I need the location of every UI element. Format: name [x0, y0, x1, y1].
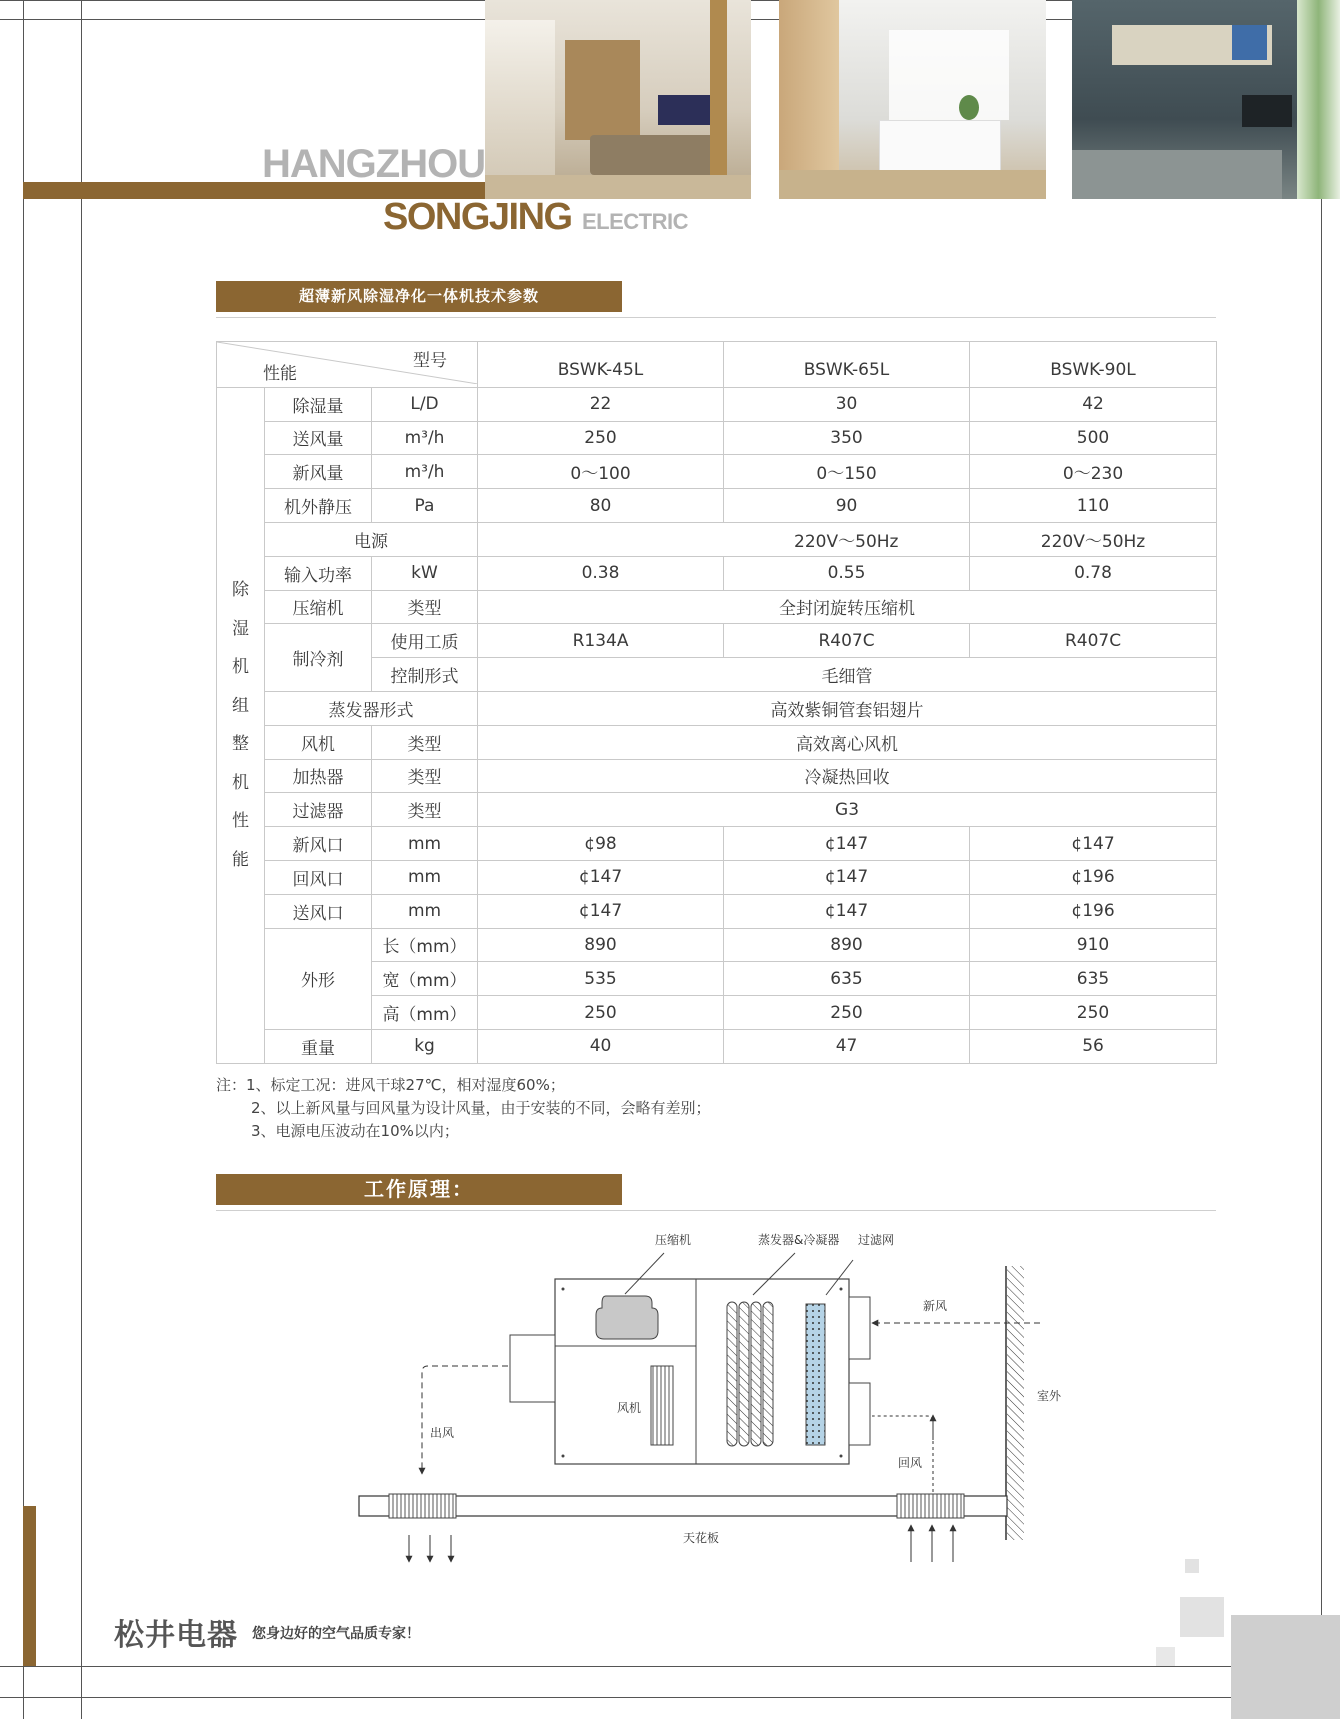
- screw-icon: [840, 1288, 843, 1291]
- cell-value: 250: [724, 996, 970, 1030]
- note-line: 3、电源电压波动在10%以内；: [251, 1122, 459, 1140]
- cell-value: G3: [478, 793, 1217, 827]
- model-header: BSWK-65L: [724, 342, 970, 388]
- cell-value: 0.78: [970, 556, 1217, 590]
- row-label: 机外静压: [265, 489, 372, 523]
- row-label: 风机: [265, 725, 372, 759]
- row-label: 蒸发器形式: [265, 691, 478, 725]
- cell-value: 56: [970, 1029, 1217, 1063]
- cell-value: R407C: [970, 624, 1217, 658]
- deco-square: [1231, 1615, 1340, 1719]
- cell-value: 0～150: [724, 455, 970, 489]
- cell-value: ¢147: [724, 827, 970, 861]
- cell-value: ¢98: [478, 827, 724, 861]
- cell-value: ¢147: [724, 894, 970, 928]
- cell-value: 高效紫铜管套铝翅片: [478, 691, 1217, 725]
- cell-value: 40: [478, 1029, 724, 1063]
- row-unit: 类型: [372, 590, 478, 624]
- row-unit: 使用工质: [372, 624, 478, 658]
- company-logo: 松井电器: [114, 1618, 238, 1653]
- row-label: 送风量: [265, 421, 372, 455]
- cell-value: 30: [724, 387, 970, 421]
- note-line: 2、以上新风量与回风量为设计风量，由于安装的不同，会略有差别；: [251, 1099, 711, 1117]
- model-header: BSWK-90L: [970, 342, 1217, 388]
- label-evaporator-condenser: 蒸发器&冷凝器: [758, 1233, 840, 1247]
- row-unit: 类型: [372, 725, 478, 759]
- cell-value: 250: [478, 421, 724, 455]
- screw-icon: [562, 1455, 565, 1458]
- cell-value: 250: [478, 996, 724, 1030]
- cell-value: 890: [478, 928, 724, 962]
- cell-value: 全封闭旋转压缩机: [478, 590, 1217, 624]
- row-label: 新风量: [265, 455, 372, 489]
- compressor-shape: [596, 1296, 658, 1339]
- return-air-port: [849, 1383, 870, 1445]
- row-unit: m³/h: [372, 455, 478, 489]
- deco-square: [1156, 1647, 1175, 1666]
- brand-songjing: SONGJING: [383, 196, 572, 238]
- label-compressor: 压缩机: [655, 1233, 692, 1247]
- label-fresh-air: 新风: [923, 1299, 948, 1313]
- row-label: 过滤器: [265, 793, 372, 827]
- deco-square: [1185, 1559, 1199, 1573]
- deco-square: [1180, 1597, 1224, 1637]
- cell-value: 910: [970, 928, 1217, 962]
- row-unit: kg: [372, 1029, 478, 1063]
- cell-value: 80: [478, 489, 724, 523]
- row-label: 压缩机: [265, 590, 372, 624]
- principle-section-title: 工作原理：: [216, 1174, 622, 1205]
- row-label: 除湿量: [265, 387, 372, 421]
- cell-value: 220V～50Hz: [724, 522, 970, 556]
- outlet-port: [510, 1335, 555, 1402]
- model-header: BSWK-45L: [478, 342, 724, 388]
- screw-icon: [840, 1455, 843, 1458]
- row-unit: Pa: [372, 489, 478, 523]
- row-unit: 控制形式: [372, 658, 478, 692]
- row-label: 输入功率: [265, 556, 372, 590]
- cell-value: ¢196: [970, 894, 1217, 928]
- cell-value: 110: [970, 489, 1217, 523]
- row-unit: kW: [372, 556, 478, 590]
- cell-value: 0～230: [970, 455, 1217, 489]
- row-unit: 高（mm）: [372, 996, 478, 1030]
- cell-value: 0～100: [478, 455, 724, 489]
- return-diffuser: [897, 1494, 964, 1518]
- corner-label-performance: 性能: [263, 363, 297, 384]
- outlet-airflow-path: [422, 1366, 508, 1474]
- row-label: 重量: [265, 1029, 372, 1063]
- row-unit: 宽（mm）: [372, 962, 478, 996]
- row-label: 电源: [265, 522, 478, 556]
- fan-grille: [651, 1366, 673, 1445]
- label-ceiling: 天花板: [683, 1531, 720, 1545]
- row-unit: 类型: [372, 759, 478, 793]
- row-unit: mm: [372, 860, 478, 894]
- cell-value: 890: [724, 928, 970, 962]
- cell-value: 冷凝热回收: [478, 759, 1217, 793]
- unit-body: [555, 1279, 849, 1464]
- row-label: 送风口: [265, 894, 372, 928]
- row-unit: m³/h: [372, 421, 478, 455]
- row-unit: mm: [372, 827, 478, 861]
- row-unit: mm: [372, 894, 478, 928]
- cell-value: 90: [724, 489, 970, 523]
- row-unit: L/D: [372, 387, 478, 421]
- cell-value: 0.55: [724, 556, 970, 590]
- cell-value: 高效离心风机: [478, 725, 1217, 759]
- cell-value: R407C: [724, 624, 970, 658]
- cell-value: 42: [970, 387, 1217, 421]
- cell-value: 500: [970, 421, 1217, 455]
- cell-value: R134A: [478, 624, 724, 658]
- note-line: 注：1、标定工况：进风干球27℃，相对湿度60%；: [216, 1076, 565, 1094]
- cell-value: 635: [724, 962, 970, 996]
- brand-hangzhou: HANGZHOU: [262, 142, 486, 186]
- label-outlet-air: 出风: [430, 1426, 455, 1440]
- cell-value: 220V～50Hz: [970, 522, 1217, 556]
- label-fan: 风机: [617, 1401, 642, 1415]
- spec-section-title: 超薄新风除湿净化一体机技术参数: [216, 281, 622, 312]
- filter-panel: [806, 1304, 825, 1445]
- row-label: 新风口: [265, 827, 372, 861]
- cell-value: 22: [478, 387, 724, 421]
- cell-value: 250: [970, 996, 1217, 1030]
- label-outdoor: 室外: [1037, 1389, 1062, 1403]
- cell-value: 635: [970, 962, 1217, 996]
- screw-icon: [562, 1288, 565, 1291]
- row-label: 外形: [265, 928, 372, 1029]
- row-label: 加热器: [265, 759, 372, 793]
- row-label: 制冷剂: [265, 624, 372, 692]
- outlet-diffuser: [389, 1494, 456, 1518]
- label-return-air: 回风: [898, 1456, 923, 1470]
- corner-label-model: 型号: [413, 351, 448, 371]
- cell-value: 350: [724, 421, 970, 455]
- label-filter: 过滤网: [858, 1233, 895, 1247]
- group-label-vertical: 除 湿 机 组 整 机 性 能: [232, 580, 249, 870]
- row-unit: 类型: [372, 793, 478, 827]
- cell-value: ¢147: [478, 860, 724, 894]
- cell-value: ¢147: [724, 860, 970, 894]
- company-slogan: 您身边好的空气品质专家！: [252, 1626, 420, 1642]
- cell-value: 47: [724, 1029, 970, 1063]
- cell-value: ¢196: [970, 860, 1217, 894]
- row-label: 回风口: [265, 860, 372, 894]
- cell-value: 0.38: [478, 556, 724, 590]
- cell-value: 535: [478, 962, 724, 996]
- cell-value: ¢147: [970, 827, 1217, 861]
- row-unit: 长（mm）: [372, 928, 478, 962]
- cell-value: ¢147: [478, 894, 724, 928]
- cell-value: 毛细管: [478, 658, 1217, 692]
- fresh-air-port: [849, 1297, 870, 1359]
- wall-hatch: [1007, 1266, 1024, 1540]
- brand-electric: ELECTRIC: [582, 209, 688, 234]
